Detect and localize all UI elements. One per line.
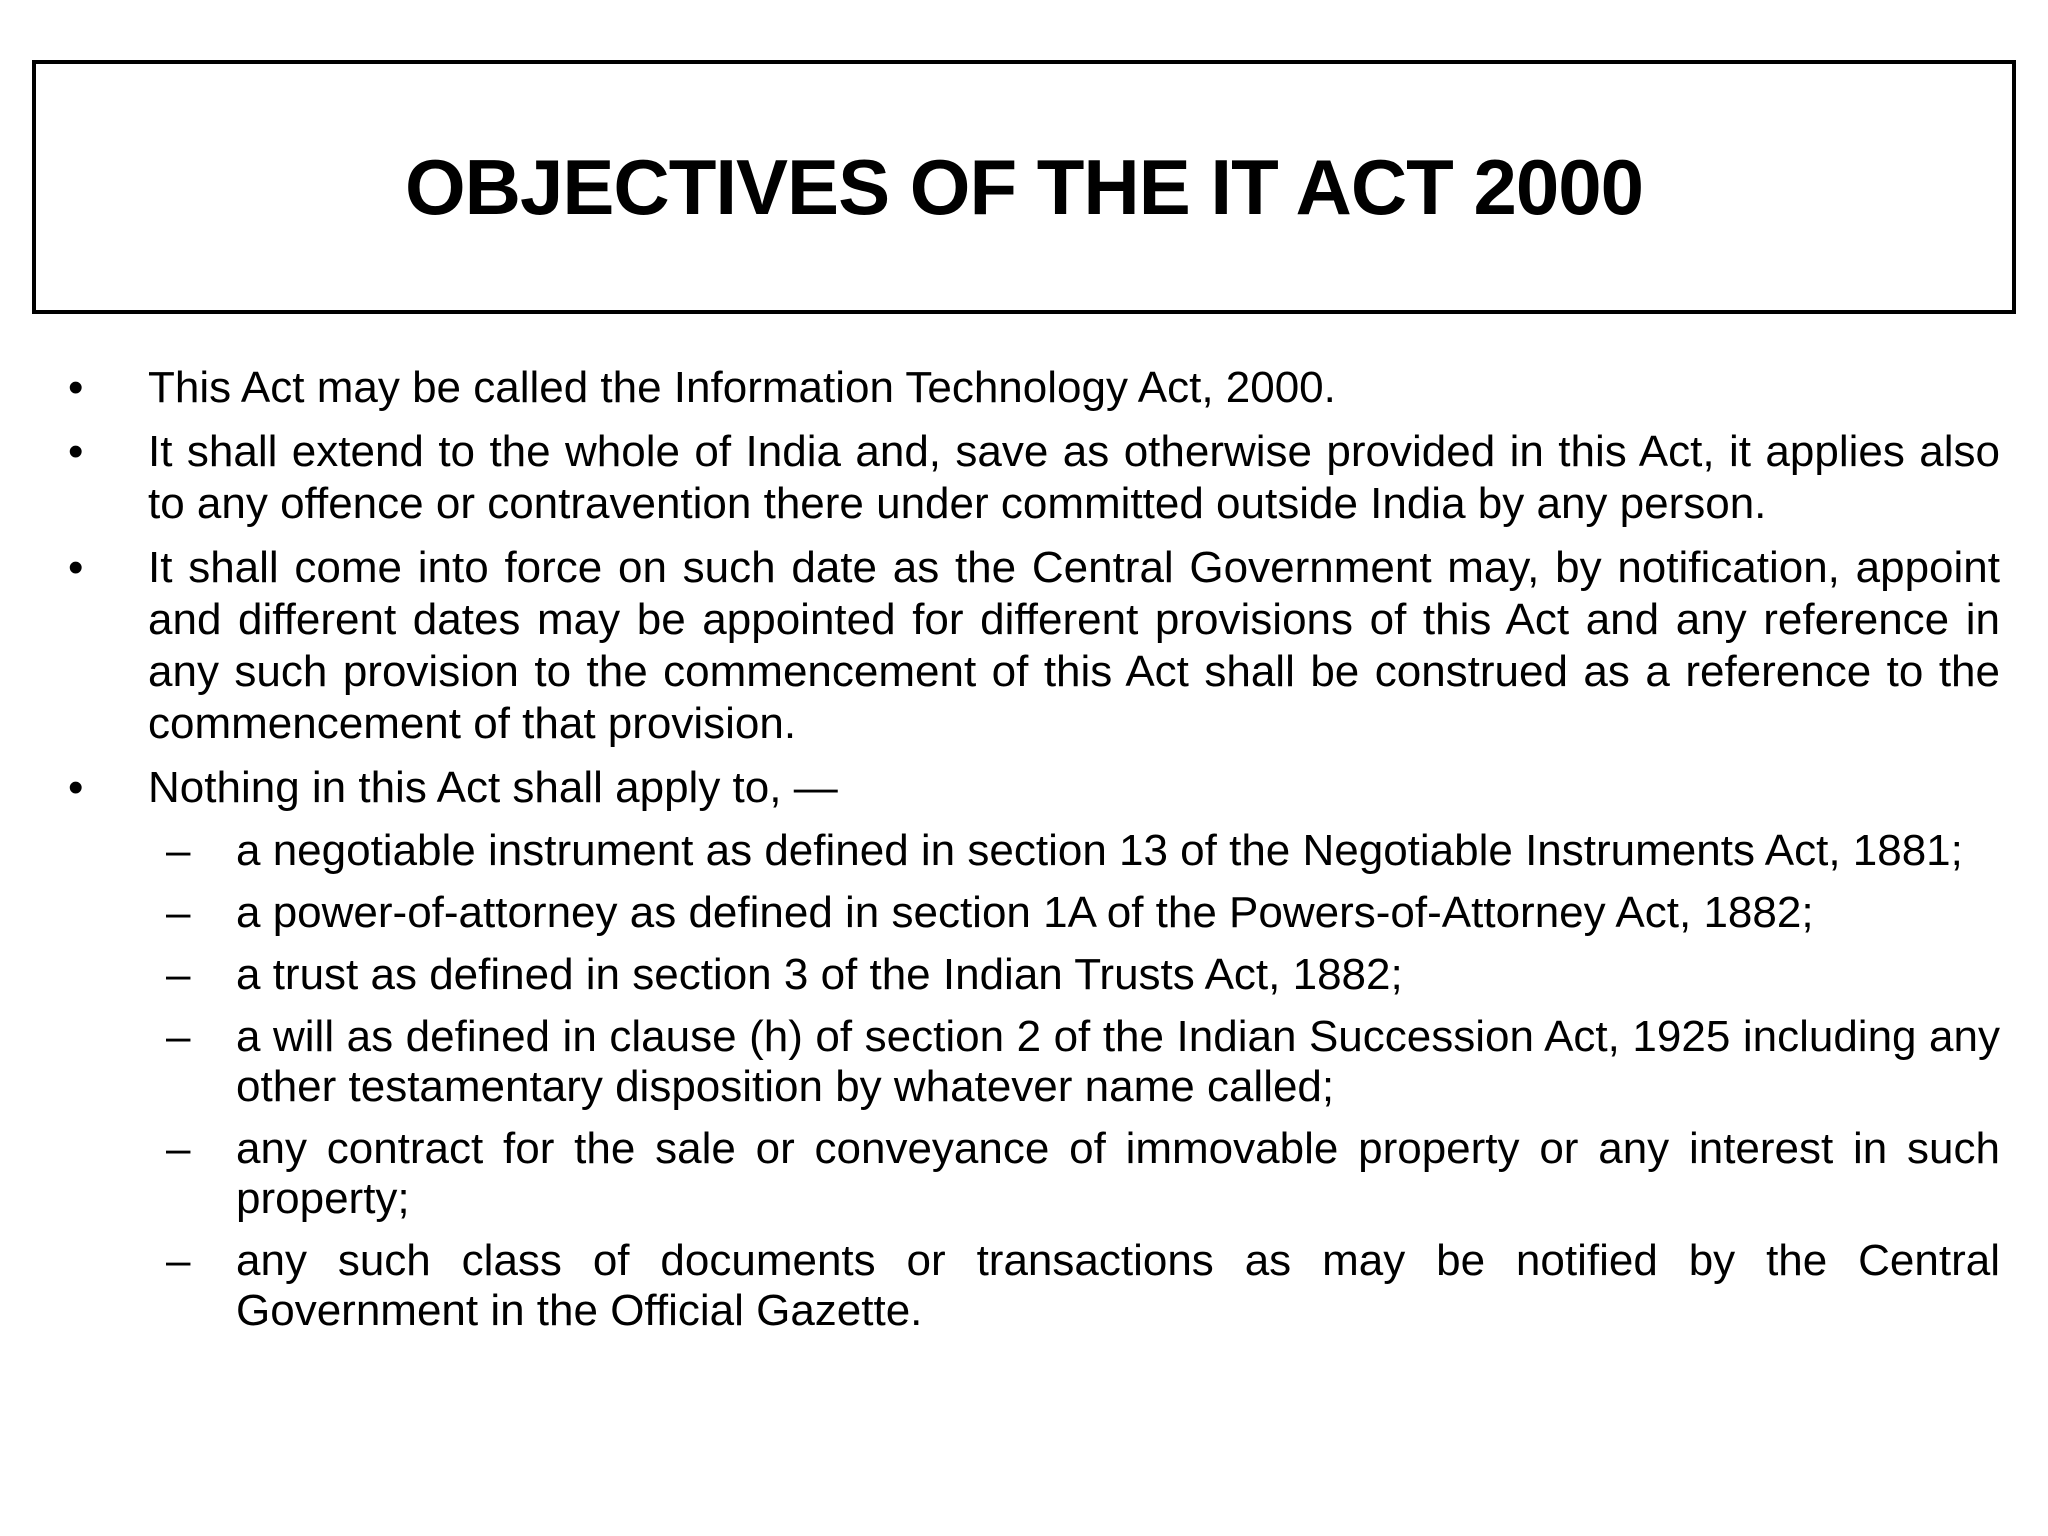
bullet-dot-icon: •: [68, 543, 84, 592]
sub-bullet-text: a power-of-attorney as defined in section 1A of the Powers-of-Attorney Act, 1882;: [236, 888, 1814, 937]
bullet-dot-icon: •: [68, 763, 84, 812]
bullet-item: [68, 426, 2000, 530]
sub-bullet-item: [166, 950, 2000, 1000]
bullet-item: [68, 542, 2000, 750]
slide-content: [0, 362, 2048, 1348]
dash-icon: –: [166, 950, 191, 999]
dash-icon: –: [166, 1124, 191, 1173]
bullet-text: Nothing in this Act shall apply to, —: [148, 763, 838, 812]
dash-icon: –: [166, 1012, 191, 1061]
sub-bullet-item: [166, 1236, 2000, 1336]
sub-bullet-text: a negotiable instrument as defined in section 13 of the Negotiable Instruments Act, 1881;: [236, 826, 1963, 875]
sub-bullet-item: [166, 826, 2000, 876]
sub-bullet-text: a trust as defined in section 3 of the Indian Trusts Act, 1882;: [236, 950, 1403, 999]
dash-icon: –: [166, 826, 191, 875]
sub-bullet-item: [166, 1124, 2000, 1224]
sub-bullet-item: [166, 1012, 2000, 1112]
bullet-item: [68, 762, 2000, 814]
bullet-item: [68, 362, 2000, 414]
bullet-text: It shall extend to the whole of India and, save as otherwise provided in this Act, it applies also to any offence or contravention there under committed outside India by any person.: [148, 427, 2000, 528]
dash-icon: –: [166, 888, 191, 937]
bullet-dot-icon: •: [68, 363, 84, 412]
dash-icon: –: [166, 1236, 191, 1285]
bullet-dot-icon: •: [68, 427, 84, 476]
sub-bullet-item: [166, 888, 2000, 938]
sub-bullet-text: any such class of documents or transactions as may be notified by the Central Government in the Official Gazette.: [236, 1236, 2000, 1335]
bullet-text: This Act may be called the Information Technology Act, 2000.: [148, 363, 1336, 412]
sub-bullet-text: any contract for the sale or conveyance of immovable property or any interest in such property;: [236, 1124, 2000, 1223]
title-box: [32, 60, 2016, 314]
sub-bullet-text: a will as defined in clause (h) of section 2 of the Indian Succession Act, 1925 including any other testamentary disposition by whatever name called;: [236, 1012, 2000, 1111]
bullet-text: It shall come into force on such date as the Central Government may, by notification, appoint and different dates may be appointed for different provisions of this Act and any reference in any such provision to the commencement of this Act shall be construed as a reference to the commencement of that provision.: [148, 543, 2000, 748]
slide-title: OBJECTIVES OF THE IT ACT 2000: [404, 142, 1644, 231]
